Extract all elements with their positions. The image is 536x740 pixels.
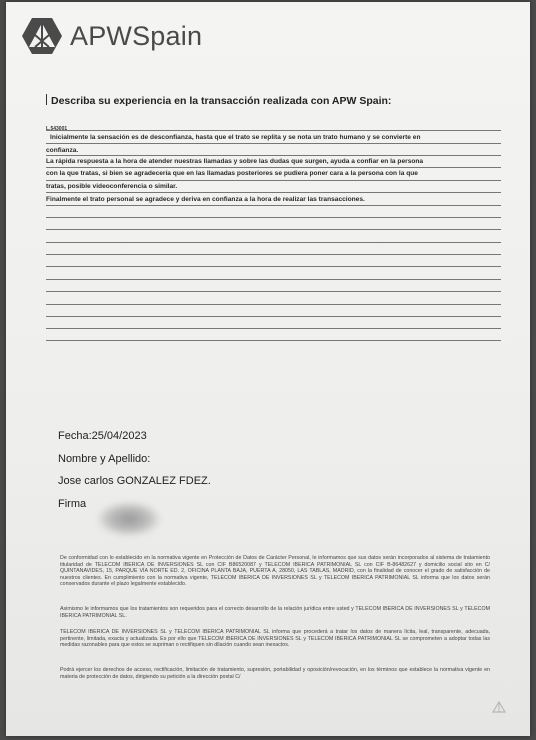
ruled-line <box>46 180 501 181</box>
answer-line: La rápida respuesta a la hora de atender nuestras llamadas y sobre las dudas que surgen, ayuda a confiar en la persona <box>46 158 424 165</box>
date-field <box>58 430 147 442</box>
ruled-line <box>46 279 501 280</box>
redacted-signature <box>98 502 160 536</box>
answer-line: Inicialmente la sensación es de desconfianza, hasta que el trato se replita y se nota un trato humano y se convierte en <box>50 134 421 141</box>
ruled-line <box>46 340 501 341</box>
ruled-line <box>46 192 501 193</box>
ruled-line <box>46 205 501 206</box>
legal-paragraph: Asimismo le informamos que los tratamientos son requeridos para el correcto desarrollo de la relación jurídica entre usted y TELECOM IBERICA DE INVERSIONES SL y TELECOM IBERICA PATRIMONIAL SL. <box>60 606 490 619</box>
text-cursor-mark <box>46 94 47 105</box>
ruled-line <box>46 143 501 144</box>
signature-label: Firma <box>58 498 87 510</box>
ruled-line <box>46 167 501 168</box>
company-logo <box>20 16 202 56</box>
answer-line: Finalmente el trato personal se agradece y deriva en confianza a la hora de realizar las transacciones. <box>46 196 365 203</box>
ruled-line <box>46 155 501 156</box>
apw-logo-icon <box>20 16 64 56</box>
legal-paragraph: TELECOM IBERICA DE INVERSIONES SL y TELECOM IBERICA PATRIMONIAL SL informa que procederá a tratar los datos de manera lícita, leal, transparente, adecuada, pertinente, limitada, exacta y actualizada. Es por ello que TELECOM IBERICA DE INVERSIONES SL y TELECOM IBERICA PATRIMONIAL SL se comprometen a adoptar todas las medidas razonables para que estos se supriman o rectifiquen sin dilación cuando sean inexactos. <box>60 629 490 649</box>
watermark-logo-icon <box>492 700 506 718</box>
date-value: 25/04/2023 <box>91 430 147 442</box>
ruled-line <box>46 304 501 305</box>
answer-line: confianza. <box>46 147 79 154</box>
ruled-line <box>46 130 501 131</box>
name-label: Nombre y Apellido: <box>58 453 151 465</box>
ruled-line <box>46 328 501 329</box>
ruled-line <box>46 217 501 218</box>
legal-paragraph: De conformidad con lo establecido en la normativa vigente en Protección de Datos de Carácter Personal, le informamos que sus datos serán incorporados al sistema de tratamiento titularidad de TELECOM IBERICA DE INVERSIONES SL con CIF B86520087 y TELECOM IBERICA PATRIMONIAL SL con CIF B-86482627 y domicilio social sito en C/ QUINTANAVIDES, 15, PARQUE VÍA NORTE ED. 2, OFICINA PLANTA BAJA, PUERTA A, 28050, LAS TABLAS, MADRID, con la finalidad de conocer el grado de satisfacción de nuestros clientes. En cumplimiento con la normativa vigente, TELECOM IBERICA DE INVERSIONES SL y TELECOM IBERICA PATRIMONIAL SL informa que los datos serán conservados durante el plazo legalmente establecido. <box>60 555 490 588</box>
ruled-line <box>46 229 501 230</box>
survey-question <box>46 94 391 107</box>
ruled-line <box>46 316 501 317</box>
question-text: Describa su experiencia en la transacción realizada con APW Spain: <box>51 95 392 107</box>
form-code: L.543001 <box>46 126 68 132</box>
ruled-line <box>46 266 501 267</box>
answer-line: con la que tratas, si bien se agradecería que en las llamadas posteriores se pudiera poner cara a la persona con la que <box>46 170 418 177</box>
document-page <box>6 2 530 736</box>
date-label: Fecha: <box>58 430 92 442</box>
ruled-line <box>46 254 501 255</box>
legal-paragraph: Podrá ejercer los derechos de acceso, rectificación, limitación de tratamiento, supresión, portabilidad y oposición/revocación, en los términos que establece la normativa vigente en materia de protección de datos, dirigiendo su petición a la dirección postal C/ <box>60 667 490 680</box>
ruled-line <box>46 291 501 292</box>
name-value: Jose carlos GONZALEZ FDEZ. <box>58 475 211 487</box>
brand-name: APWSpain <box>70 20 203 51</box>
answer-line: tratas, posible videoconferencia o similar. <box>46 183 178 190</box>
ruled-line <box>46 242 501 243</box>
